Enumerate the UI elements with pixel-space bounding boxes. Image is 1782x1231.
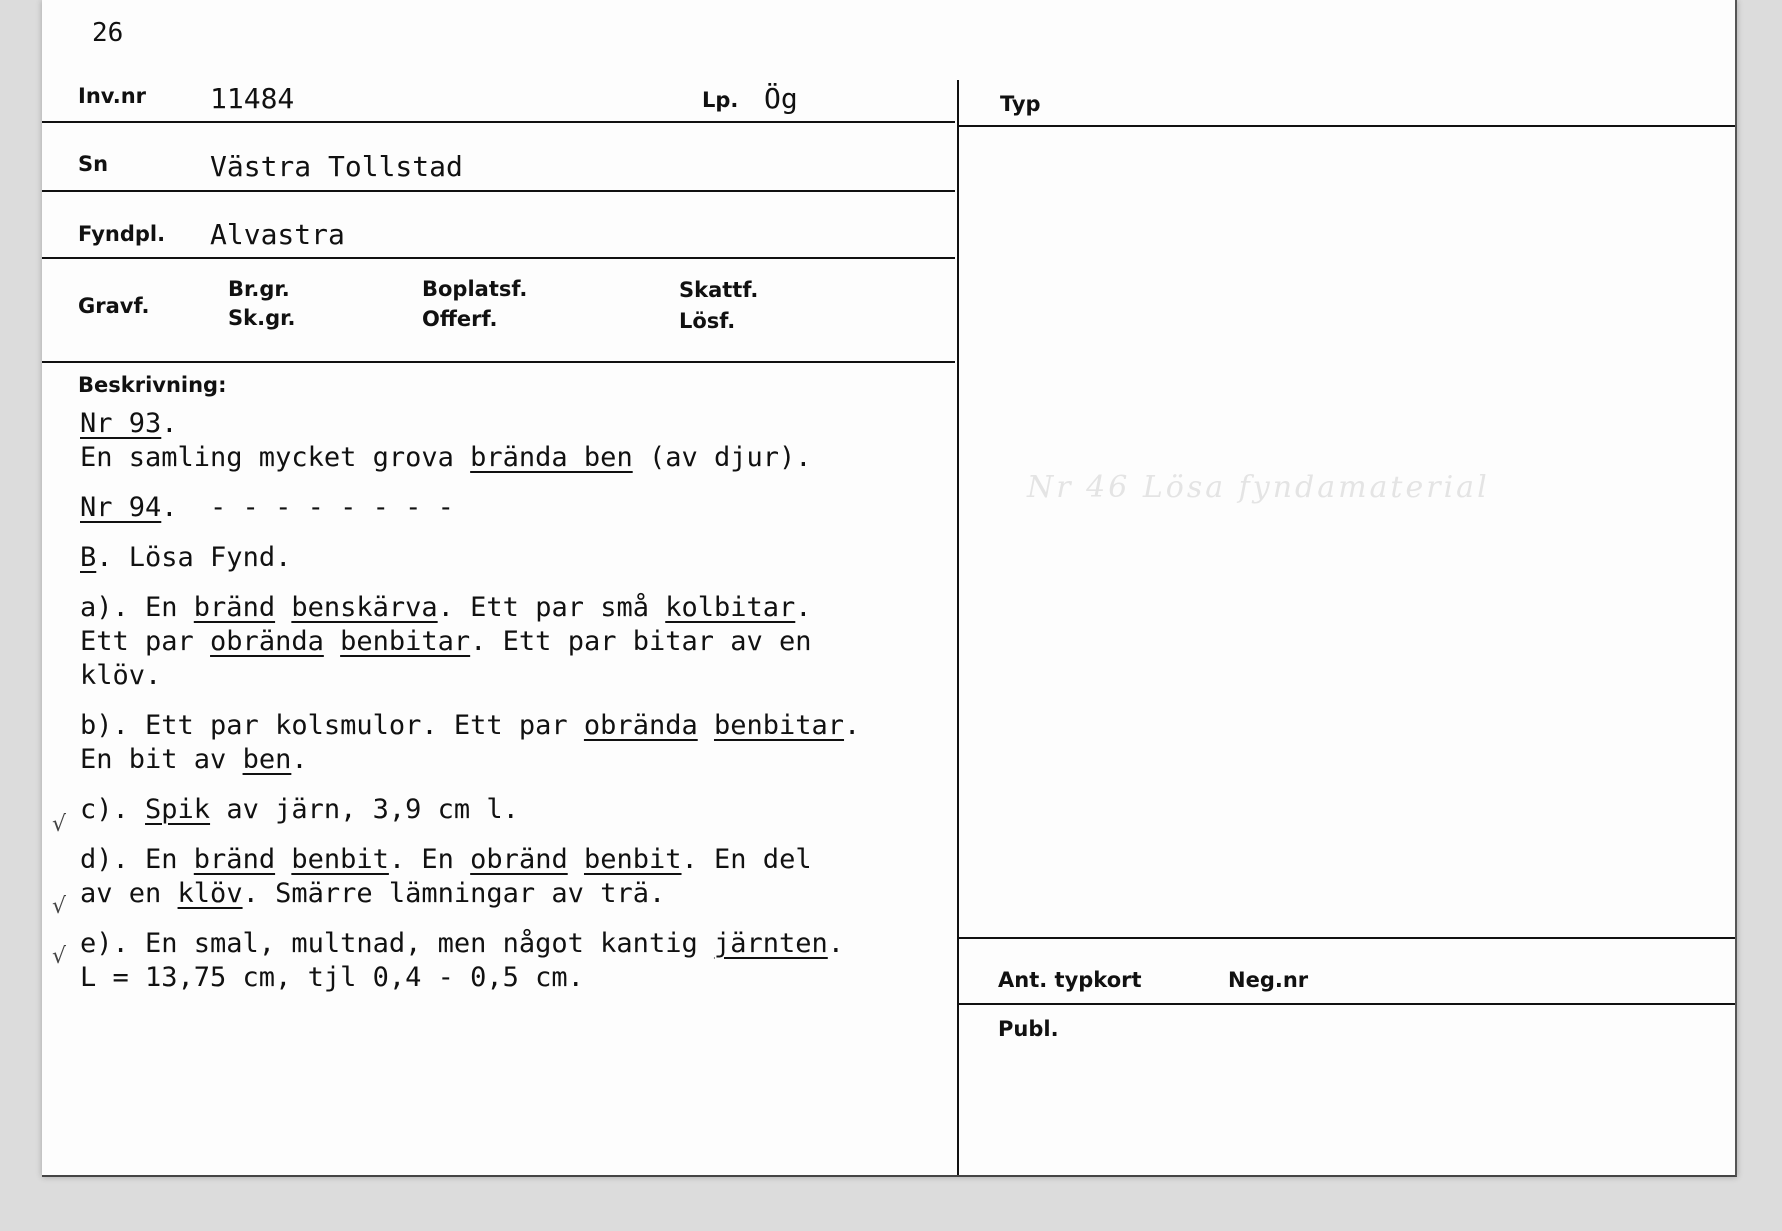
losf-label: Lösf. bbox=[679, 309, 736, 333]
entry-e: e). En smal, multnad, men något kantig järnten. L = 13,75 cm, tjl 0,4 - 0,5 cm. bbox=[80, 928, 845, 993]
divider-fyndpl bbox=[42, 257, 955, 259]
ant-typkort-label: Ant. typkort bbox=[998, 968, 1142, 992]
inv-nr-value: 11484 bbox=[210, 82, 295, 115]
entry-nr94: Nr 94. - - - - - - - - bbox=[80, 492, 454, 523]
neg-nr-label: Neg.nr bbox=[1228, 968, 1309, 992]
offerf-label: Offerf. bbox=[422, 307, 498, 331]
sn-label: Sn bbox=[78, 152, 109, 176]
brgr-label: Br.gr. bbox=[228, 277, 290, 301]
check-mark-c: √ bbox=[52, 812, 67, 837]
check-mark-e: √ bbox=[52, 944, 67, 969]
divider-gravf bbox=[42, 361, 955, 363]
boplatsf-label: Boplatsf. bbox=[422, 277, 528, 301]
entry-b-heading: B. Lösa Fynd. bbox=[80, 542, 292, 573]
entry-a: a). En bränd benskärva. Ett par små kolbitar. Ett par obrända benbitar. Ett par bitar av en klöv. bbox=[80, 592, 812, 691]
skgr-label: Sk.gr. bbox=[228, 306, 296, 330]
sn-value: Västra Tollstad bbox=[210, 150, 463, 183]
divider-inv bbox=[42, 121, 955, 123]
entry-nr93: Nr 93. En samling mycket grova brända ben (av djur). bbox=[80, 408, 812, 473]
skattf-label: Skattf. bbox=[679, 278, 759, 302]
page-number: 26 bbox=[92, 18, 124, 48]
entry-c: c). Spik av järn, 3,9 cm l. bbox=[80, 794, 519, 825]
divider-publ bbox=[959, 1003, 1735, 1005]
publ-label: Publ. bbox=[998, 1017, 1059, 1041]
faint-bleed-through-text: Nr 46 Lösa fyndamaterial bbox=[1027, 470, 1490, 505]
entry-b: b). Ett par kolsmulor. Ett par obrända benbitar. En bit av ben. bbox=[80, 710, 861, 775]
gravf-label: Gravf. bbox=[78, 294, 150, 318]
divider-sn bbox=[42, 190, 955, 192]
divider-ant bbox=[959, 937, 1735, 939]
beskrivning-label: Beskrivning: bbox=[78, 373, 227, 397]
divider-typ bbox=[959, 125, 1735, 127]
fyndpl-label: Fyndpl. bbox=[78, 222, 166, 246]
fyndpl-value: Alvastra bbox=[210, 218, 345, 251]
typ-label: Typ bbox=[1000, 92, 1041, 116]
entry-d: d). En bränd benbit. En obränd benbit. En del av en klöv. Smärre lämningar av trä. bbox=[80, 844, 812, 909]
check-mark-d: √ bbox=[52, 894, 67, 919]
lp-value: Ög bbox=[764, 82, 798, 115]
inv-nr-label: Inv.nr bbox=[78, 84, 147, 108]
description-text bbox=[80, 407, 980, 1011]
lp-label: Lp. bbox=[702, 88, 739, 112]
